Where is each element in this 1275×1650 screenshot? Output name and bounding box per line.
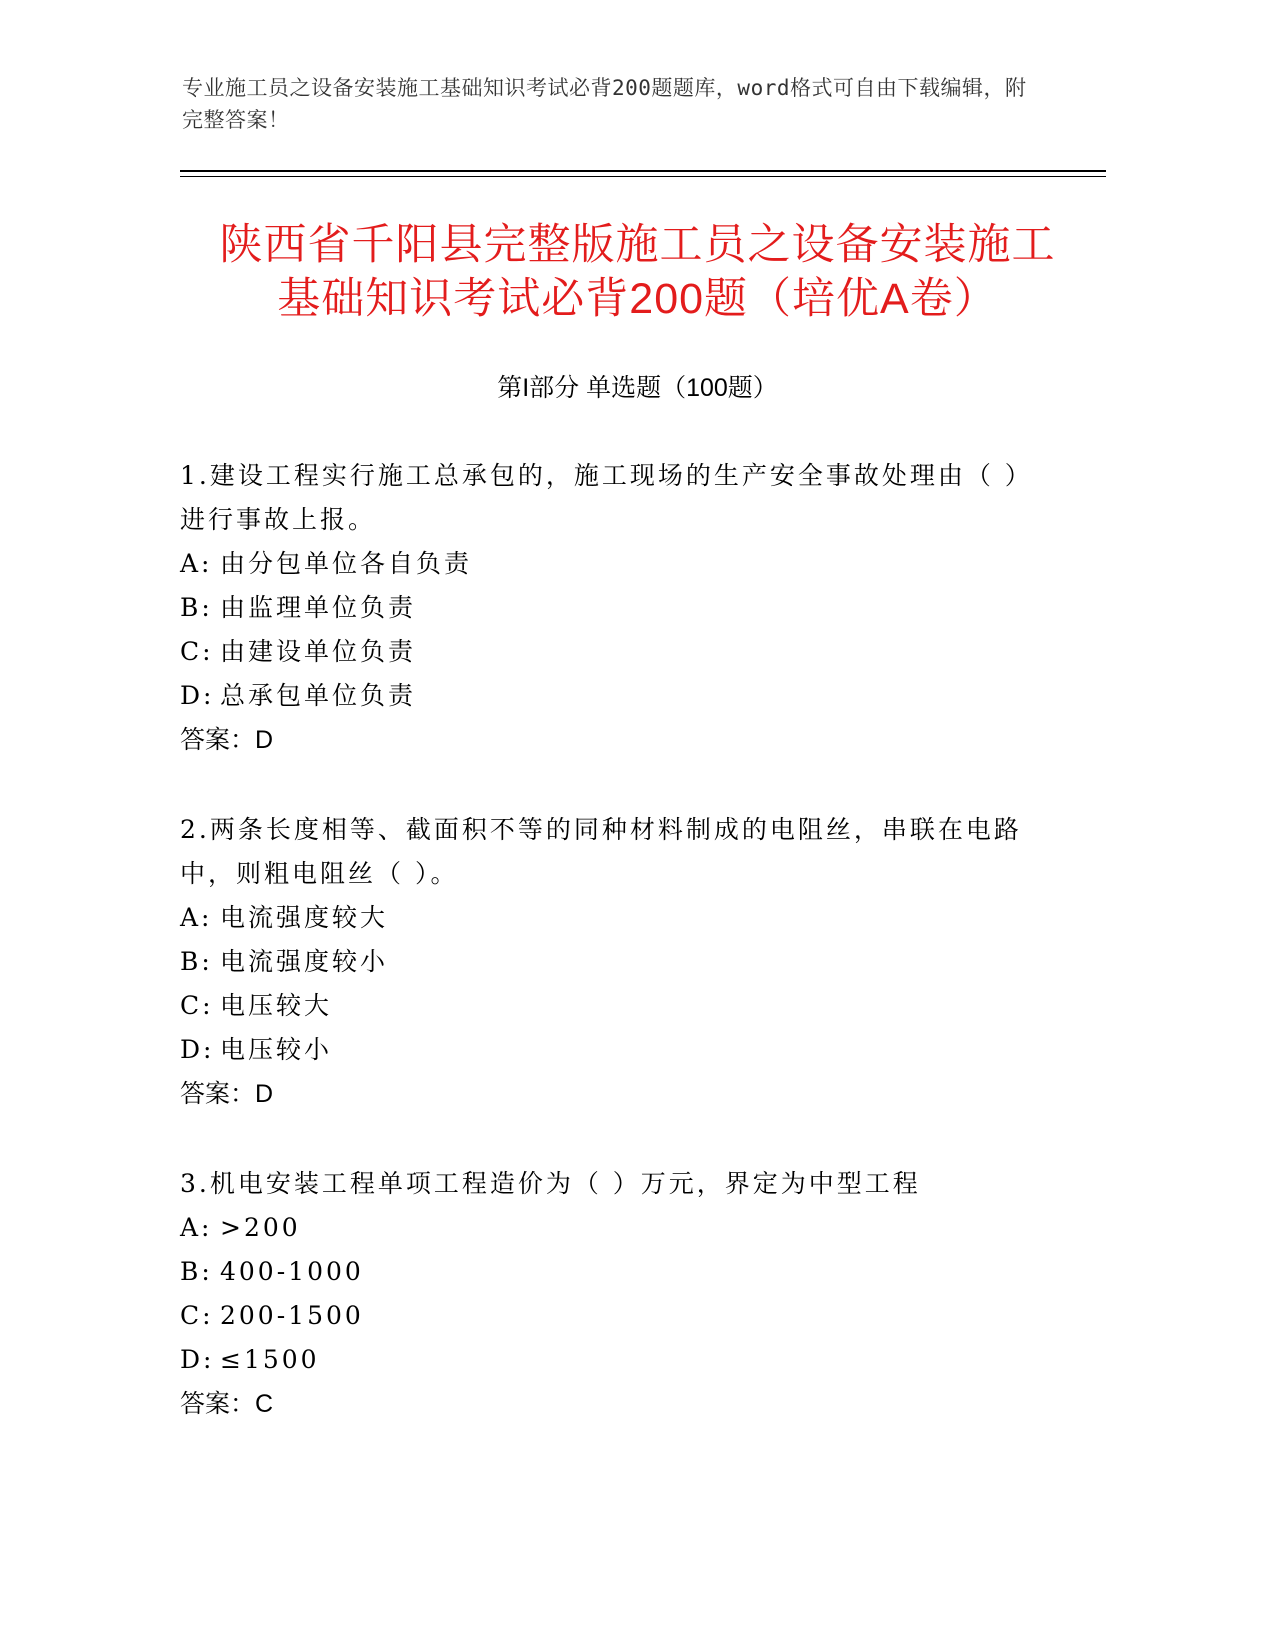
option-text: 400-1000 bbox=[220, 1257, 364, 1286]
option-a bbox=[180, 542, 1060, 586]
question-stem: 2.两条长度相等、截面积不等的同种材料制成的电阻丝，串联在电路中，则粗电阻丝（ ）。 bbox=[180, 815, 1022, 888]
option-text: 电压较大 bbox=[220, 991, 333, 1020]
option-text: ≤1500 bbox=[220, 1345, 320, 1374]
option-letter: B: bbox=[180, 947, 213, 976]
question-stem: 1.建设工程实行施工总承包的，施工现场的生产安全事故处理由（ ）进行事故上报。 bbox=[180, 461, 1033, 534]
option-text: 电流强度较小 bbox=[220, 947, 389, 976]
option-b bbox=[180, 586, 1060, 630]
option-d bbox=[180, 674, 1060, 718]
option-d bbox=[180, 1338, 1060, 1382]
option-letter: C: bbox=[180, 991, 214, 1020]
option-a bbox=[180, 1206, 1060, 1250]
option-a bbox=[180, 896, 1060, 940]
option-text: 电流强度较大 bbox=[220, 903, 389, 932]
option-letter: B: bbox=[180, 593, 213, 622]
option-letter: A: bbox=[180, 1213, 213, 1242]
answer: 答案：D bbox=[180, 726, 274, 754]
option-b bbox=[180, 1250, 1060, 1294]
question-2 bbox=[180, 808, 1060, 1116]
question-list bbox=[180, 454, 1060, 1472]
option-letter: C: bbox=[180, 637, 214, 666]
question-stem: 3.机电安装工程单项工程造价为（ ）万元，界定为中型工程 bbox=[180, 1169, 921, 1198]
option-letter: C: bbox=[180, 1301, 214, 1330]
section-heading: 第I部分 单选题（100题） bbox=[497, 374, 778, 402]
document-title-line-2: 基础知识考试必背200题（培优A卷） bbox=[277, 275, 998, 323]
option-letter: D: bbox=[180, 681, 215, 710]
option-text: >200 bbox=[220, 1213, 301, 1242]
option-text: 总承包单位负责 bbox=[220, 681, 417, 710]
question-3 bbox=[180, 1162, 1060, 1426]
option-letter: A: bbox=[180, 549, 213, 578]
answer: 答案：D bbox=[180, 1080, 274, 1108]
document-title-line-1: 陕西省千阳县完整版施工员之设备安装施工 bbox=[219, 221, 1056, 269]
question-1 bbox=[180, 454, 1060, 762]
option-letter: D: bbox=[180, 1345, 215, 1374]
option-text: 由建设单位负责 bbox=[220, 637, 417, 666]
option-c bbox=[180, 984, 1060, 1028]
option-b bbox=[180, 940, 1060, 984]
option-letter: B: bbox=[180, 1257, 213, 1286]
option-c bbox=[180, 1294, 1060, 1338]
header-divider-thick bbox=[180, 170, 1106, 172]
option-text: 由分包单位各自负责 bbox=[220, 549, 473, 578]
header-divider-thin bbox=[180, 176, 1106, 177]
option-letter: D: bbox=[180, 1035, 215, 1064]
option-letter: A: bbox=[180, 903, 213, 932]
option-text: 由监理单位负责 bbox=[220, 593, 417, 622]
header-note: 专业施工员之设备安装施工基础知识考试必背200题题库，word格式可自由下载编辑，附完整答案！ bbox=[182, 76, 1027, 132]
option-text: 200-1500 bbox=[220, 1301, 364, 1330]
option-text: 电压较小 bbox=[220, 1035, 333, 1064]
option-d bbox=[180, 1028, 1060, 1072]
document-title bbox=[150, 218, 1125, 326]
option-c bbox=[180, 630, 1060, 674]
answer: 答案：C bbox=[180, 1390, 274, 1418]
